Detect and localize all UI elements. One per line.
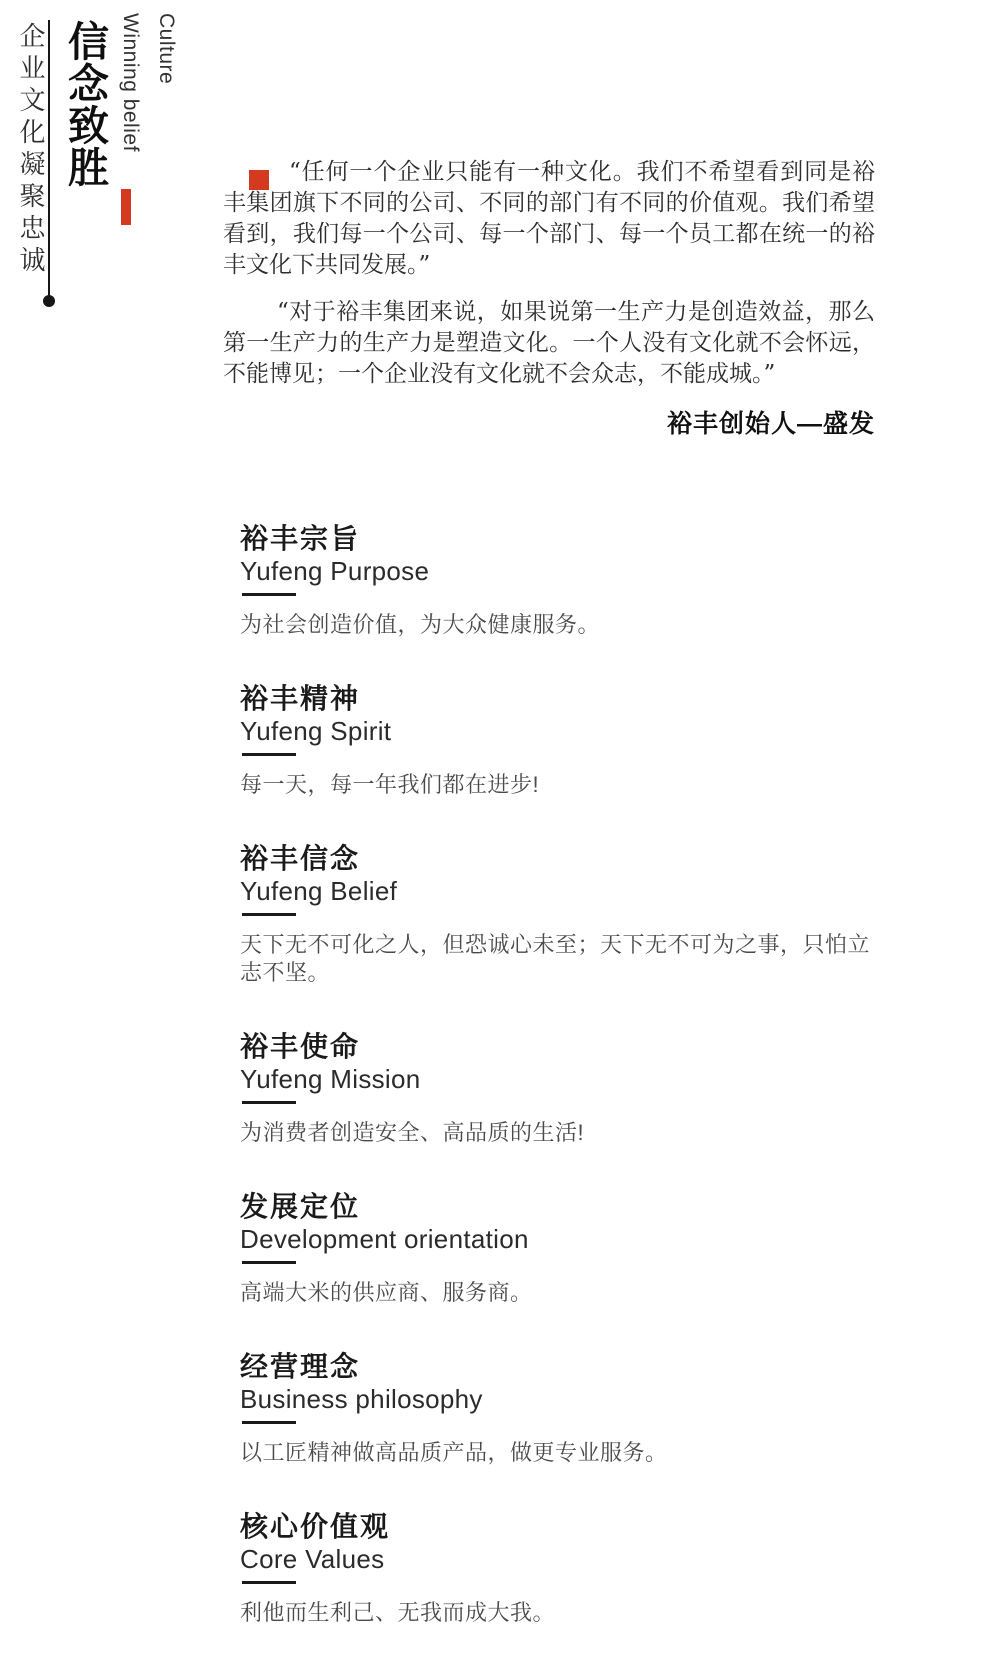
- section-divider: [242, 1581, 296, 1584]
- section-divider: [242, 1261, 296, 1264]
- section-divider: [242, 1101, 296, 1104]
- quote-paragraph-1: “任何一个企业只能有一种文化。我们不希望看到同是裕丰集团旗下不同的公司、不同的部门有不同的价值观。我们希望看到，我们每一个公司、每一个部门、每一个员工都在统一的裕丰文化下共同发展。”: [223, 159, 875, 278]
- left-rail: [0, 0, 200, 340]
- section-divider: [242, 913, 296, 916]
- english-caption-line-1: Culture: [155, 13, 179, 85]
- section-body: 利他而生利己、无我而成大我。: [240, 1600, 556, 1625]
- section-title-en: Core Values: [240, 1544, 385, 1574]
- section-title-en: Business philosophy: [240, 1384, 483, 1414]
- section-yufeng-spirit: [240, 683, 875, 799]
- section-title-en: Yufeng Spirit: [240, 716, 392, 746]
- rule-end-dot: [43, 295, 55, 307]
- section-title-zh: 裕丰宗旨: [240, 523, 361, 554]
- founder-quote-block: [223, 157, 875, 440]
- section-development-orientation: [240, 1191, 875, 1307]
- section-body: 每一天，每一年我们都在进步!: [240, 772, 540, 797]
- section-body: 天下无不可化之人，但恐诚心未至；天下无不可为之事，只怕立志不坚。: [240, 932, 871, 985]
- english-caption-line-2: Winning belief: [119, 13, 143, 152]
- red-dash-accent: [121, 189, 131, 225]
- section-title-en: Development orientation: [240, 1224, 529, 1254]
- section-title-zh: 裕丰精神: [240, 683, 361, 714]
- red-square-bullet: [249, 170, 269, 190]
- section-body: 高端大米的供应商、服务商。: [240, 1280, 533, 1305]
- section-title-en: Yufeng Belief: [240, 876, 398, 906]
- section-title-en: Yufeng Mission: [240, 1064, 421, 1094]
- section-title-zh: 经营理念: [240, 1351, 361, 1382]
- section-title-zh: 发展定位: [240, 1191, 361, 1222]
- section-divider: [242, 593, 296, 596]
- section-title-zh: 裕丰信念: [240, 843, 361, 874]
- quote-paragraph-2: “对于裕丰集团来说，如果说第一生产力是创造效益，那么第一生产力的生产力是塑造文化。一个人没有文化就不会怀远，不能博见；一个企业没有文化就不会众志，不能成城。”: [223, 299, 875, 387]
- vertical-page-title: 信念致胜: [62, 20, 108, 188]
- quote-attribution: 裕丰创始人—盛发: [666, 410, 875, 438]
- section-divider: [242, 753, 296, 756]
- culture-sections: [223, 523, 875, 1627]
- section-yufeng-belief: [240, 843, 875, 987]
- section-core-values: [240, 1511, 875, 1627]
- section-title-en: Yufeng Purpose: [240, 556, 430, 586]
- section-business-philosophy: [240, 1351, 875, 1467]
- section-body: 为消费者创造安全、高品质的生活!: [240, 1120, 585, 1145]
- section-divider: [242, 1421, 296, 1424]
- vertical-rule: [48, 20, 50, 300]
- section-title-zh: 核心价值观: [240, 1511, 391, 1542]
- section-title-zh: 裕丰使命: [240, 1031, 361, 1062]
- section-yufeng-purpose: [240, 523, 875, 639]
- main-content: [223, 157, 875, 1671]
- vertical-tagline: 企业文化凝聚忠诚: [16, 22, 46, 278]
- section-yufeng-mission: [240, 1031, 875, 1147]
- vertical-english-caption: [112, 13, 184, 152]
- section-body: 以工匠精神做高品质产品，做更专业服务。: [240, 1440, 668, 1465]
- section-body: 为社会创造价值，为大众健康服务。: [240, 612, 601, 637]
